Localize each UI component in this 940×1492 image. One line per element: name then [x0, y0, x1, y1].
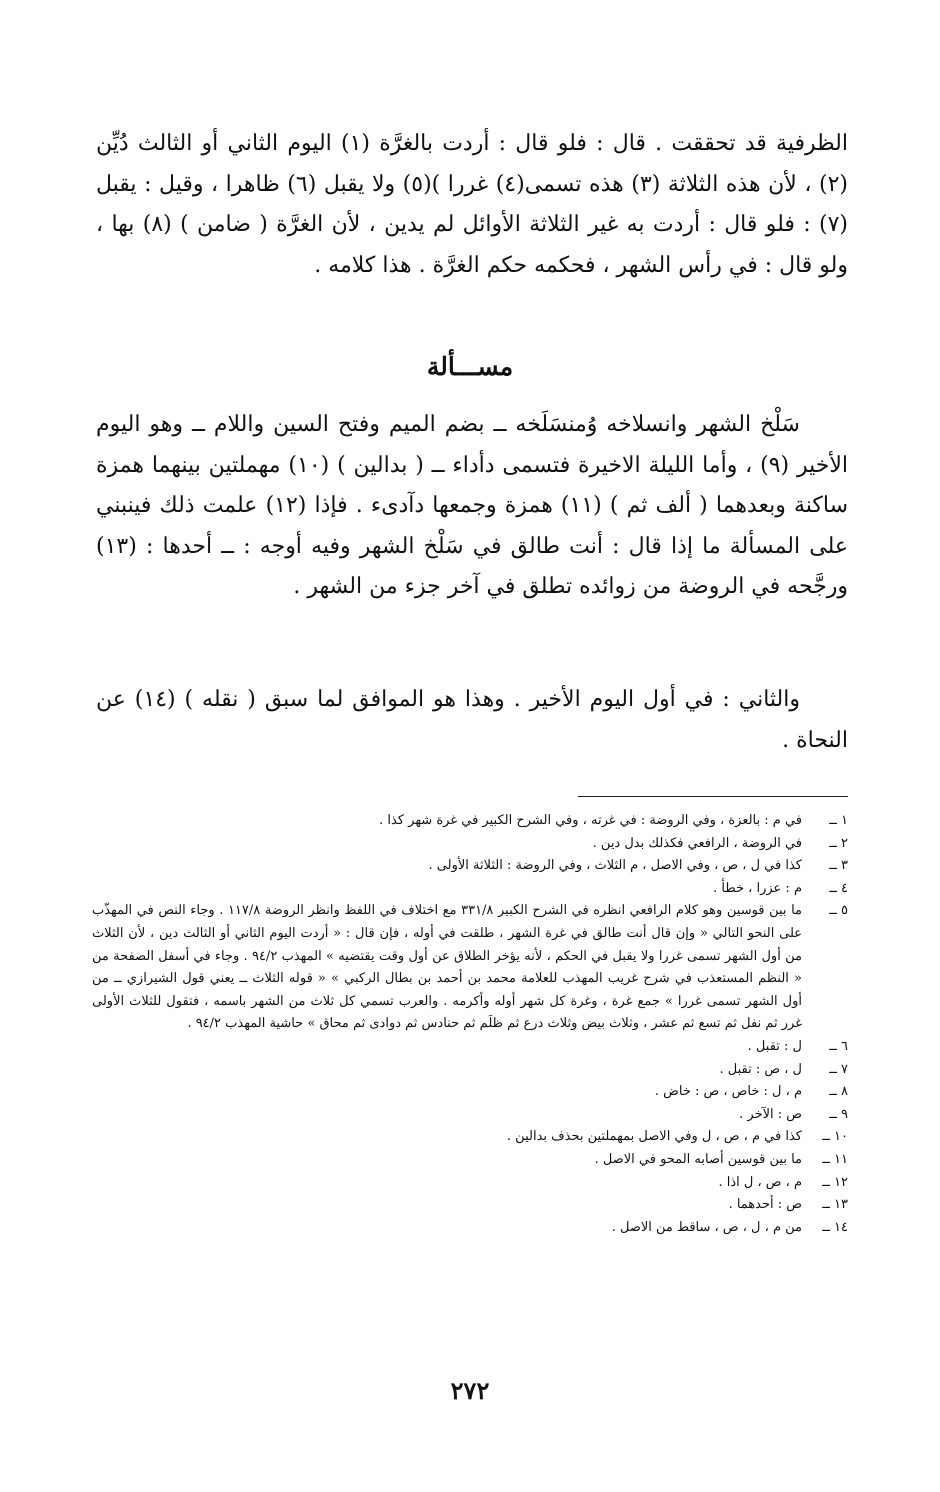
footnote-item [92, 900, 848, 1036]
footnote-number: ٥ ــ [829, 903, 848, 919]
footnote-separator [578, 796, 848, 797]
footnote-list [92, 810, 848, 1239]
footnote-item [92, 1217, 848, 1240]
footnote-text: ص : أحدهما . [728, 1197, 802, 1213]
footnote-text: ل : تقبل . [747, 1038, 802, 1054]
footnote-item [92, 1172, 848, 1195]
page-number: ٢٧٢ [450, 1376, 490, 1405]
footnote-number: ١٤ ــ [822, 1219, 848, 1235]
footnote-number: ٨ ــ [829, 1084, 848, 1100]
intro-paragraph: الظرفية قد تحققت . قال : فلو قال : أردت بالغرَّة (١) اليوم الثاني أو الثالث دُيِّن (٢) ، لأن هذه الثلاثة (٣) هذه تسمى(٤) غررا )(٥) ولا يقبل (٦) ظاهرا ، وقيل : يقبل (٧) : فلو قال : أردت به غير الثلاثة الأوائل لم يدين ، لأن الغرَّة ( ضامن ) (٨) بها ، ولو قال : في رأس الشهر ، فحكمه حكم الغرَّة . هذا كلامه . [96, 131, 848, 278]
footnote-text: ل ، ص : تقبل . [719, 1061, 802, 1077]
footnote-item [92, 1126, 848, 1149]
footnote-item [92, 833, 848, 856]
footnote-number: ٦ ــ [829, 1038, 848, 1054]
footnote-number: ١٣ ــ [822, 1197, 848, 1213]
footnote-number: ٣ ــ [829, 858, 848, 874]
footnote-text: ما بين قوسين أصابه المحو في الاصل . [594, 1151, 802, 1167]
footnote-number: ١١ ــ [822, 1151, 848, 1167]
footnote-text: في الروضة ، الرافعي فكذلك بدل دين . [592, 835, 802, 851]
footnote-item [92, 855, 848, 878]
footnote-text: م : عزرا ، خطأ . [713, 880, 802, 896]
footnote-item [92, 810, 848, 833]
footnote-text: كذا في م ، ص ، ل وفي الاصل بمهملتين بحذف بدالين . [506, 1129, 802, 1145]
footnote-item [92, 1194, 848, 1217]
second-opinion-paragraph: والثاني : في أول اليوم الأخير . وهذا هو الموافق لما سبق ( نقله ) (١٤) عن النحاة . [96, 687, 848, 753]
section-heading: مســـألة [426, 352, 514, 381]
footnote-number: ١ ــ [829, 813, 848, 828]
footnote-text: كذا في ل ، ص ، وفي الاصل ، م الثلاث ، وفي الروضة : الثلاثة الأولى . [428, 858, 802, 874]
footnote-number: ٤ ــ [829, 880, 848, 896]
footnote-item [92, 1149, 848, 1172]
footnote-text: م ، ص ، ل اذا . [718, 1174, 802, 1190]
footnote-item [92, 1104, 848, 1127]
footnote-text: ما بين قوسين وهو كلام الرافعي انظره في الشرح الكبير ٣٣١/٨ مع اختلاف في اللفظ وانظر الروضة ١١٧/٨ . وجاء النص في المهذّب على النحو التالي « وإن قال أنت طالق في غرة الشهر ، طلقت في أوله ، فإن قال : « أردت اليوم الثاني أو الثالث دين ، لأن الثلاث من أول الشهر تسمى غررا ولا يقبل في الحكم ، لأنه يؤخر الطلاق عن أول وقت يقتضيه » المهذب ٩٤/٢ . وجاء في أسفل الصفحة من « النظم المستعذب في شرح غريب المهذب للعلامة محمد بن أحمد بن بطال الركبي » « قوله الثلاث ــ يعني قول الشيرازي ــ من أول الشهر تسمى غررا » جمع غرة ، وغرة كل شهر أوله وأكرمه . والعرب تسمي كل ثلاث من الشهر باسمه ، فتقول للثلاث الأولى غرر ثم نفل ثم تسع ثم عشر ، وثلاث بيض وثلاث درع ثم ظلَم ثم حنادس ثم دوادى ثم محاق » حاشية المهذب ٩٤/٢ . [92, 903, 802, 1032]
footnote-text: في م : بالعزة ، وفي الروضة : في غرته ، وفي الشرح الكبير في غرة شهر كذا . [379, 813, 802, 828]
footnote-item [92, 1059, 848, 1082]
footnote-number: ٩ ــ [829, 1106, 848, 1122]
footnote-item [92, 1081, 848, 1104]
footnote-number: ٧ ــ [829, 1061, 848, 1077]
footnote-number: ١٠ ــ [822, 1129, 848, 1145]
footnote-text: م ، ل : خاص ، ص : خاض . [654, 1084, 802, 1100]
footnote-item [92, 1036, 848, 1059]
footnote-text: من م ، ل ، ص ، ساقط من الاصل . [611, 1219, 802, 1235]
footnote-number: ٢ ــ [829, 835, 848, 851]
footnote-item [92, 878, 848, 901]
body-paragraph: سَلْخ الشهر وانسلاخه وُمنسَلَخه ــ بضم الميم وفتح السين واللام ــ وهو اليوم الأخير (٩) ، وأما الليلة الاخيرة فتسمى دأداء ــ ( بدالين ) (١٠) مهملتين بينهما همزة ساكنة وبعدهما ( ألف ثم ) (١١) همزة وجمعها دآدىء . فإذا (١٢) علمت ذلك فينبني على المسألة ما إذا قال : أنت طالق في سَلْخ الشهر وفيه أوجه : ــ أحدها : (١٣) ورجَّحه في الروضة من زوائده تطلق في آخر جزء من الشهر . [96, 412, 848, 599]
footnote-text: ص : الآخر . [739, 1106, 802, 1122]
footnote-number: ١٢ ــ [822, 1174, 848, 1190]
